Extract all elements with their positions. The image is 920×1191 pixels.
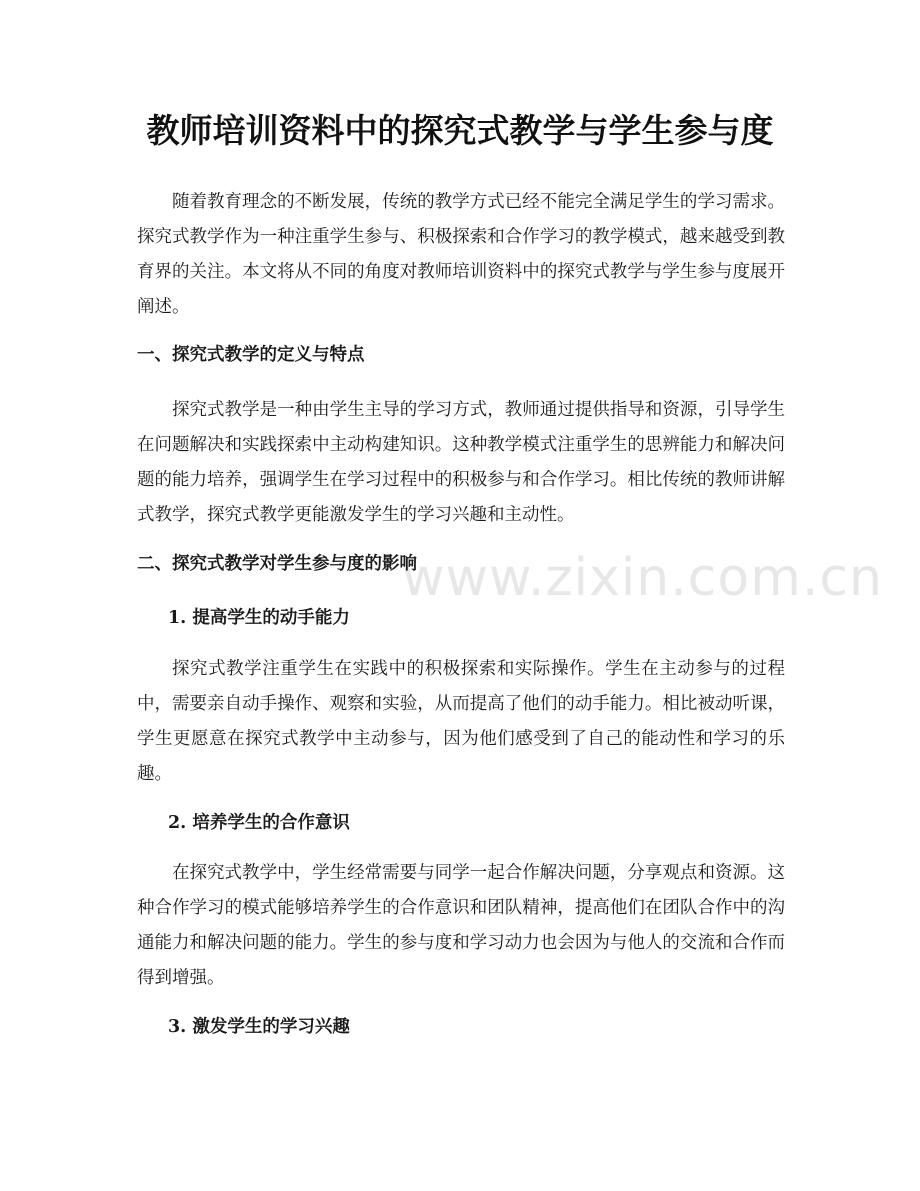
subsection-1-title: 1. 提高学生的动手能力 bbox=[168, 608, 350, 628]
intro-paragraph: 随着教育理念的不断发展，传统的教学方式已经不能完全满足学生的学习需求。探究式教学作为一种注重学生参与、积极探索和合作学习的教学模式，越来越受到教育界的关注。本文将从不同的角度对教师培训资料中的探究式教学与学生参与度展开阐述。 bbox=[137, 192, 785, 317]
watermark: www.zixin.com.cn bbox=[402, 548, 883, 608]
section-1-paragraph: 探究式教学是一种由学生主导的学习方式，教师通过提供指导和资源，引导学生在问题解决和实践探索中主动构建知识。这种教学模式注重学生的思辨能力和解决问题的能力培养，强调学生在学习过程中的积极参与和合作学习。相比传统的教师讲解式教学，探究式教学更能激发学生的学习兴趣和主动性。 bbox=[137, 400, 785, 525]
page-title: 教师培训资料中的探究式教学与学生参与度 bbox=[146, 111, 774, 150]
subsection-3-title: 3. 激发学生的学习兴趣 bbox=[168, 1017, 350, 1037]
subsection-2-title: 2. 培养学生的合作意识 bbox=[168, 813, 350, 833]
section-1-heading: 一、探究式教学的定义与特点 bbox=[137, 345, 365, 365]
subsection-2-paragraph: 在探究式教学中，学生经常需要与同学一起合作解决问题，分享观点和资源。这种合作学习的模式能够培养学生的合作意识和团队精神，提高他们在团队合作中的沟通能力和解决问题的能力。学生的参与度和学习动力也会因为与他人的交流和合作而得到增强。 bbox=[137, 863, 785, 988]
section-2-heading: 二、探究式教学对学生参与度的影响 bbox=[137, 554, 417, 574]
subsection-1-paragraph: 探究式教学注重学生在实践中的积极探索和实际操作。学生在主动参与的过程中，需要亲自动手操作、观察和实验，从而提高了他们的动手能力。相比被动听课，学生更愿意在探究式教学中主动参与，因为他们感受到了自己的能动性和学习的乐趣。 bbox=[137, 659, 785, 784]
